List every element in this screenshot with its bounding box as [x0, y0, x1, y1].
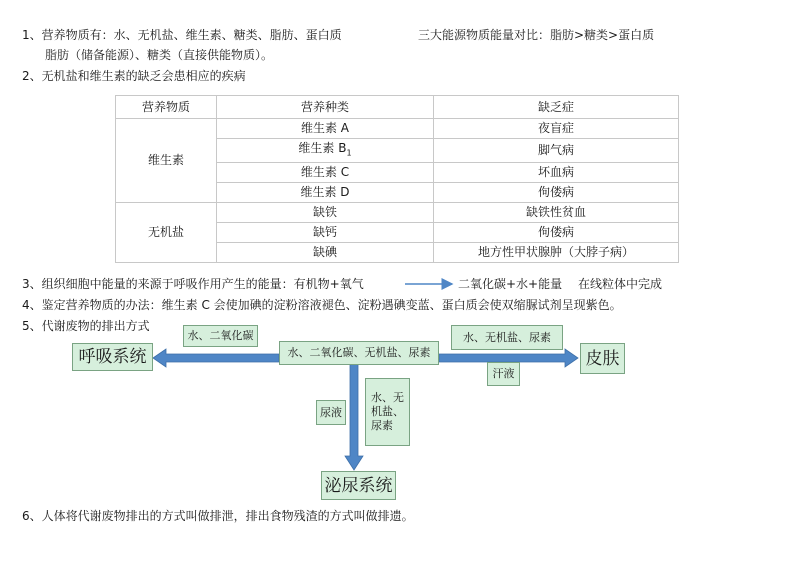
item-4-line: 4、鉴定营养物质的办法：维生素 C 会使加碘的淀粉溶液褪色、淀粉遇碘变蓝、蛋白质会使双缩脲试剂呈现紫色。 [22, 298, 622, 312]
table-header: 营养种类 [217, 96, 434, 119]
table-cell: 维生素 C [217, 163, 434, 183]
table-cell: 佝偻病 [434, 223, 679, 243]
energy-comparison: 三大能源物质能量对比：脂肪>糖类>蛋白质 [418, 28, 655, 42]
respiratory-output-label: 水、二氧化碳 [183, 325, 258, 347]
item-5-line: 5、代谢废物的排出方式 [22, 319, 150, 333]
item-3-location: 在线粒体中完成 [578, 277, 663, 291]
item-6-line: 6、人体将代谢废物排出的方式叫做排泄，排出食物残渣的方式叫做排遗。 [22, 509, 414, 523]
waste-products-box: 水、二氧化碳、无机盐、尿素 [279, 341, 439, 365]
item-3-products: 二氧化碳+水+能量 [458, 277, 563, 291]
table-cell: 佝偻病 [434, 183, 679, 203]
table-header: 缺乏症 [434, 96, 679, 119]
table-cell: 缺钙 [217, 223, 434, 243]
urinary-label-line: 机盐、 [371, 405, 404, 418]
table-cell: 坏血病 [434, 163, 679, 183]
arrow-to-respiratory [153, 349, 279, 367]
item-1-line: 1、营养物质有：水、无机盐、维生素、糖类、脂肪、蛋白质 [22, 28, 342, 42]
table-cell: 维生素 A [217, 119, 434, 139]
item-2-line: 2、无机盐和维生素的缺乏会患相应的疾病 [22, 69, 246, 83]
vitamin-group-label: 维生素 [116, 119, 217, 203]
table-cell: 夜盲症 [434, 119, 679, 139]
arrow-to-urinary [345, 364, 363, 470]
urinary-system-box: 泌尿系统 [321, 471, 396, 500]
respiratory-system-box: 呼吸系统 [72, 343, 153, 371]
table-header: 营养物质 [116, 96, 217, 119]
mineral-group-label: 无机盐 [116, 203, 217, 263]
vitamin-b-label: 维生素 B [298, 141, 347, 155]
table-cell: 缺铁性贫血 [434, 203, 679, 223]
skin-output-label: 水、无机盐、尿素 [451, 325, 563, 350]
item-1-continuation: 脂肪（储备能源）、糖类（直接供能物质）。 [45, 48, 274, 62]
vitamin-b-subscript: 1 [346, 148, 352, 158]
table-cell: 缺铁 [217, 203, 434, 223]
urinary-label-line: 水、无 [371, 391, 404, 404]
urinary-output-label [365, 378, 410, 446]
table-cell: 维生素 D [217, 183, 434, 203]
item-3-line: 3、组织细胞中能量的来源于呼吸作用产生的能量：有机物+氧气 [22, 277, 364, 291]
urine-label: 尿液 [316, 400, 346, 425]
skin-box: 皮肤 [580, 343, 625, 374]
table-cell: 脚气病 [434, 139, 679, 163]
table-cell: 地方性甲状腺肿（大脖子病） [434, 243, 679, 263]
sweat-label: 汗液 [487, 362, 520, 386]
urinary-label-line: 尿素 [371, 419, 393, 432]
table-cell: 缺碘 [217, 243, 434, 263]
